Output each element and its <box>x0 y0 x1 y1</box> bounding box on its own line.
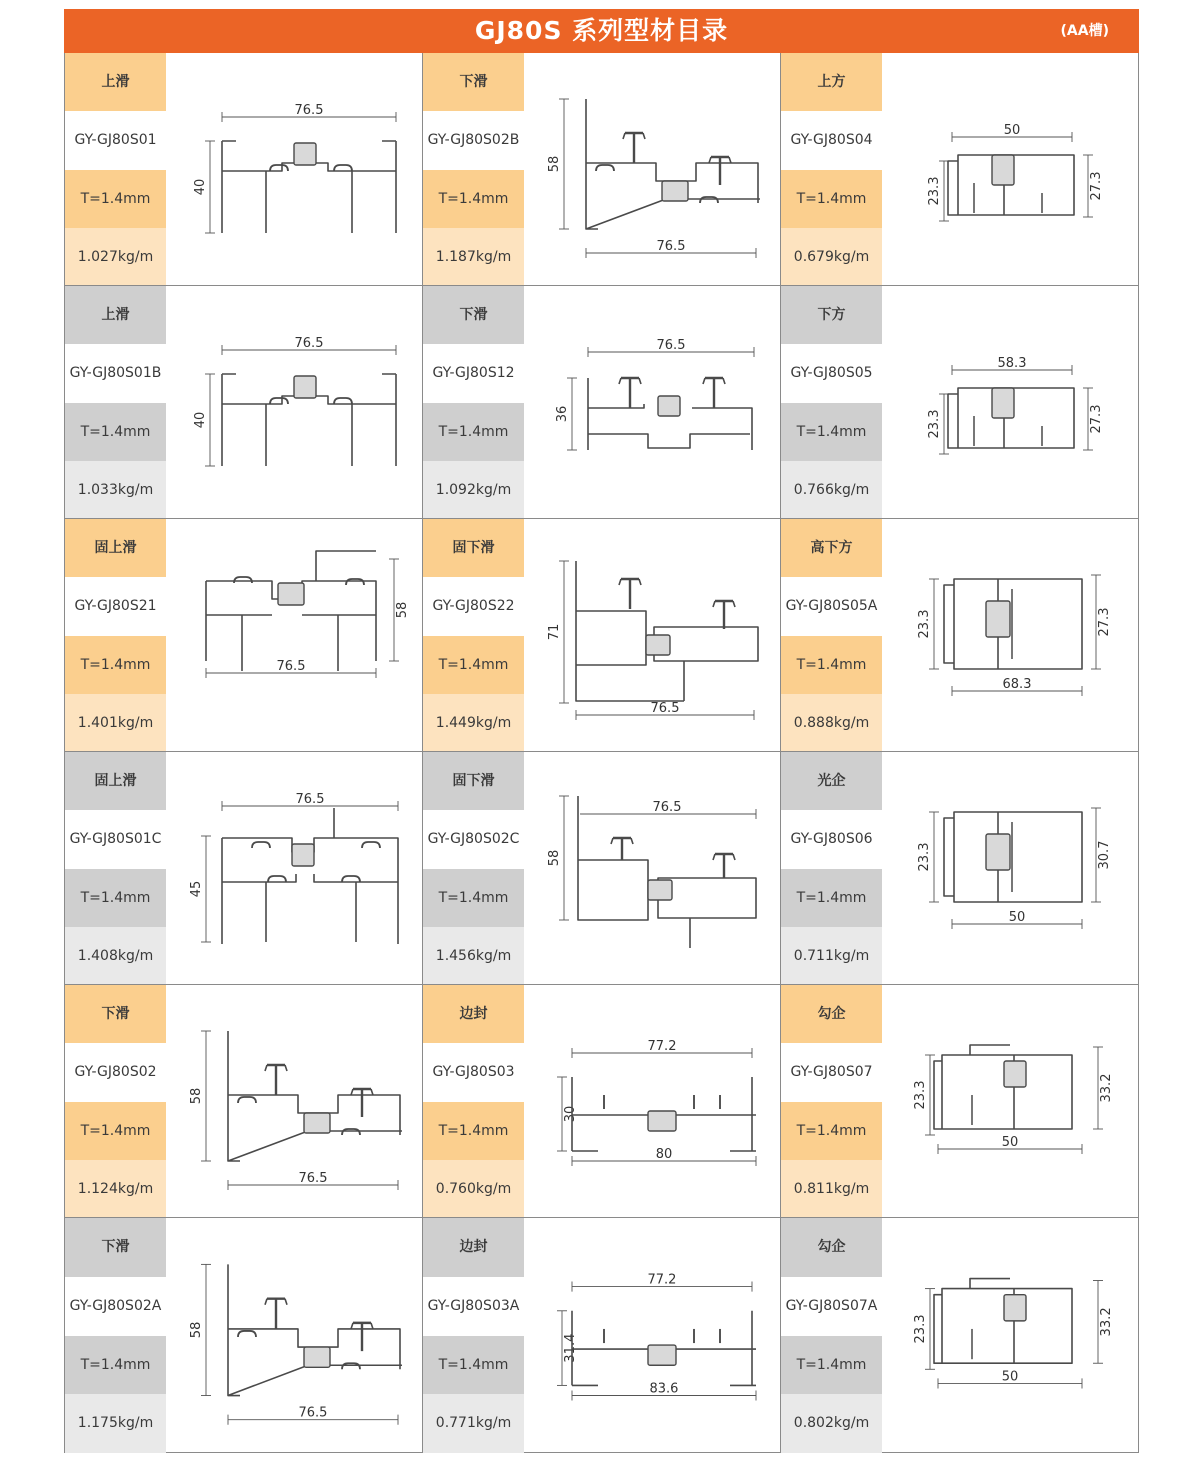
profile-thickness: T=1.4mm <box>781 170 882 228</box>
profile-code: GY-GJ80S04 <box>781 111 882 169</box>
profile-card <box>423 519 781 752</box>
profile-name: 下滑 <box>423 53 524 111</box>
profile-name: 上滑 <box>65 286 166 344</box>
profile-card <box>65 519 423 752</box>
dimension-label: 58 <box>189 1087 204 1105</box>
profile-card <box>781 1218 1138 1453</box>
profile-thickness: T=1.4mm <box>65 869 166 927</box>
profile-weight: 1.033kg/m <box>65 461 166 519</box>
profile-code: GY-GJ80S03A <box>423 1277 524 1336</box>
profile-section-svg <box>882 1218 1139 1453</box>
profile-weight: 1.124kg/m <box>65 1160 166 1218</box>
profile-thickness: T=1.4mm <box>65 1336 166 1395</box>
dimension-label: 58 <box>547 155 562 173</box>
dimension-label: 23.3 <box>917 842 932 872</box>
profile-card <box>65 1218 423 1453</box>
profile-spec-column <box>781 286 882 519</box>
dimension-label: 50 <box>1003 123 1021 138</box>
profile-thickness: T=1.4mm <box>423 1102 524 1160</box>
profile-code: GY-GJ80S07A <box>781 1277 882 1336</box>
profile-card <box>423 1218 781 1453</box>
profile-code: GY-GJ80S21 <box>65 577 166 635</box>
row-divider <box>65 518 1138 519</box>
profile-drawing <box>524 752 781 985</box>
profile-card <box>781 519 1138 752</box>
profile-weight: 1.092kg/m <box>423 461 524 519</box>
profile-weight: 0.888kg/m <box>781 694 882 752</box>
dimension-label: 23.3 <box>917 609 932 639</box>
profile-name: 光企 <box>781 752 882 810</box>
profile-weight: 1.027kg/m <box>65 228 166 286</box>
dimension-label: 76.5 <box>656 239 686 254</box>
profile-code: GY-GJ80S01B <box>65 344 166 402</box>
profile-spec-column <box>781 519 882 752</box>
dimension-label: 50 <box>1001 1369 1019 1385</box>
profile-spec-column <box>423 1218 524 1453</box>
profile-code: GY-GJ80S22 <box>423 577 524 635</box>
profile-weight: 1.449kg/m <box>423 694 524 752</box>
profile-name: 下方 <box>781 286 882 344</box>
dimension-label: 50 <box>1008 910 1026 925</box>
dimension-label: 40 <box>193 411 208 429</box>
profile-thickness: T=1.4mm <box>423 1336 524 1395</box>
profile-weight: 0.760kg/m <box>423 1160 524 1218</box>
row-divider <box>65 751 1138 752</box>
profile-name: 下滑 <box>65 1218 166 1277</box>
profile-weight: 1.401kg/m <box>65 694 166 752</box>
profile-thickness: T=1.4mm <box>423 403 524 461</box>
profile-drawing <box>166 53 423 286</box>
profile-name: 上方 <box>781 53 882 111</box>
profile-spec-column <box>781 1218 882 1453</box>
profile-section-svg <box>882 752 1139 985</box>
profile-weight: 0.711kg/m <box>781 927 882 985</box>
profile-spec-column <box>781 985 882 1218</box>
profile-thickness: T=1.4mm <box>781 636 882 694</box>
profile-spec-column <box>65 985 166 1218</box>
dimension-label: 30 <box>563 1105 578 1123</box>
dimension-label: 23.3 <box>913 1314 928 1344</box>
dimension-label: 80 <box>655 1147 673 1162</box>
profile-code: GY-GJ80S03 <box>423 1043 524 1101</box>
profile-section-svg <box>882 286 1139 519</box>
profile-code: GY-GJ80S05 <box>781 344 882 402</box>
profile-thickness: T=1.4mm <box>781 1336 882 1395</box>
profile-card <box>65 53 423 286</box>
dimension-label: 40 <box>193 178 208 196</box>
profile-weight: 0.766kg/m <box>781 461 882 519</box>
profile-code: GY-GJ80S02A <box>65 1277 166 1336</box>
profile-section-svg <box>524 752 781 985</box>
profile-weight: 1.408kg/m <box>65 927 166 985</box>
profile-code: GY-GJ80S01 <box>65 111 166 169</box>
profile-drawing <box>166 1218 423 1453</box>
dimension-label: 30.7 <box>1097 840 1112 870</box>
dimension-label: 23.3 <box>927 176 942 206</box>
dimension-label: 76.5 <box>298 1171 328 1186</box>
dimension-label: 76.5 <box>294 336 324 351</box>
profile-thickness: T=1.4mm <box>423 869 524 927</box>
profile-weight: 0.802kg/m <box>781 1394 882 1453</box>
dimension-label: 76.5 <box>295 792 325 807</box>
profile-drawing <box>166 752 423 985</box>
row-divider <box>65 984 1138 985</box>
row-divider <box>65 1217 1138 1218</box>
profile-weight: 0.679kg/m <box>781 228 882 286</box>
profile-thickness: T=1.4mm <box>65 170 166 228</box>
dimension-label: 27.3 <box>1089 404 1104 434</box>
profile-code: GY-GJ80S02B <box>423 111 524 169</box>
dimension-label: 76.5 <box>298 1405 328 1421</box>
profile-section-svg <box>166 286 423 519</box>
profile-name: 勾企 <box>781 985 882 1043</box>
profile-spec-column <box>423 985 524 1218</box>
profile-name: 下滑 <box>65 985 166 1043</box>
dimension-label: 76.5 <box>294 103 324 118</box>
profile-name: 上滑 <box>65 53 166 111</box>
profile-code: GY-GJ80S05A <box>781 577 882 635</box>
profile-name: 固下滑 <box>423 519 524 577</box>
profile-section-svg <box>166 53 423 286</box>
dimension-label: 23.3 <box>927 409 942 439</box>
catalog-header <box>64 9 1139 53</box>
profile-section-svg <box>882 519 1139 752</box>
dimension-label: 58 <box>395 601 410 619</box>
row-divider <box>65 285 1138 286</box>
profile-section-svg <box>166 985 423 1218</box>
profile-thickness: T=1.4mm <box>65 1102 166 1160</box>
profile-spec-column <box>65 519 166 752</box>
profile-drawing <box>882 1218 1139 1453</box>
dimension-label: 23.3 <box>913 1080 928 1110</box>
dimension-label: 27.3 <box>1089 171 1104 201</box>
profile-name: 边封 <box>423 1218 524 1277</box>
profile-code: GY-GJ80S12 <box>423 344 524 402</box>
dimension-label: 58 <box>547 849 562 867</box>
profile-spec-column <box>423 53 524 286</box>
dimension-label: 76.5 <box>650 701 680 716</box>
profile-weight: 0.771kg/m <box>423 1394 524 1453</box>
profile-name: 固下滑 <box>423 752 524 810</box>
profile-thickness: T=1.4mm <box>781 403 882 461</box>
profile-name: 固上滑 <box>65 519 166 577</box>
profile-card <box>65 286 423 519</box>
profile-card <box>781 53 1138 286</box>
profile-grid <box>64 53 1139 1453</box>
profile-code: GY-GJ80S06 <box>781 810 882 868</box>
profile-section-svg <box>166 752 423 985</box>
profile-spec-column <box>423 752 524 985</box>
profile-name: 下滑 <box>423 286 524 344</box>
profile-spec-column <box>65 53 166 286</box>
profile-spec-column <box>65 286 166 519</box>
profile-spec-column <box>65 752 166 985</box>
profile-card <box>781 985 1138 1218</box>
page-title: GJ80S 系列型材目录 <box>474 16 729 45</box>
profile-weight: 1.187kg/m <box>423 228 524 286</box>
profile-spec-column <box>781 53 882 286</box>
profile-code: GY-GJ80S07 <box>781 1043 882 1101</box>
profile-spec-column <box>423 286 524 519</box>
dimension-label: 76.5 <box>652 800 682 815</box>
profile-name: 边封 <box>423 985 524 1043</box>
profile-section-svg <box>882 53 1139 286</box>
profile-thickness: T=1.4mm <box>65 636 166 694</box>
dimension-label: 50 <box>1001 1135 1019 1150</box>
profile-weight: 1.456kg/m <box>423 927 524 985</box>
profile-drawing <box>524 53 781 286</box>
dimension-label: 31.4 <box>563 1333 578 1363</box>
dimension-label: 33.2 <box>1099 1307 1114 1337</box>
profile-spec-column <box>423 519 524 752</box>
profile-code: GY-GJ80S02C <box>423 810 524 868</box>
profile-section-svg <box>882 985 1139 1218</box>
profile-card <box>423 286 781 519</box>
slot-type-badge: (AA槽) <box>1060 23 1109 39</box>
profile-card <box>423 752 781 985</box>
profile-thickness: T=1.4mm <box>781 1102 882 1160</box>
profile-drawing <box>882 752 1139 985</box>
profile-section-svg <box>524 286 781 519</box>
profile-card <box>423 985 781 1218</box>
dimension-label: 76.5 <box>656 338 686 353</box>
profile-drawing <box>882 53 1139 286</box>
profile-name: 勾企 <box>781 1218 882 1277</box>
dimension-label: 71 <box>547 623 562 641</box>
profile-drawing <box>882 985 1139 1218</box>
profile-thickness: T=1.4mm <box>781 869 882 927</box>
dimension-label: 58 <box>189 1321 204 1339</box>
profile-drawing <box>524 286 781 519</box>
profile-drawing <box>882 519 1139 752</box>
dimension-label: 36 <box>555 405 570 423</box>
dimension-label: 76.5 <box>276 659 306 674</box>
profile-thickness: T=1.4mm <box>423 170 524 228</box>
profile-section-svg <box>524 1218 781 1453</box>
profile-drawing <box>524 985 781 1218</box>
profile-drawing <box>166 519 423 752</box>
profile-weight: 1.175kg/m <box>65 1394 166 1453</box>
profile-card <box>65 985 423 1218</box>
dimension-label: 77.2 <box>647 1039 677 1054</box>
profile-spec-column <box>781 752 882 985</box>
profile-card <box>65 752 423 985</box>
profile-name: 固上滑 <box>65 752 166 810</box>
profile-section-svg <box>166 519 423 752</box>
dimension-label: 77.2 <box>647 1272 677 1288</box>
profile-code: GY-GJ80S02 <box>65 1043 166 1101</box>
dimension-label: 83.6 <box>649 1381 679 1397</box>
profile-card <box>781 286 1138 519</box>
profile-drawing <box>882 286 1139 519</box>
profile-thickness: T=1.4mm <box>65 403 166 461</box>
profile-drawing <box>166 985 423 1218</box>
profile-drawing <box>524 519 781 752</box>
profile-weight: 0.811kg/m <box>781 1160 882 1218</box>
profile-section-svg <box>166 1218 423 1453</box>
profile-card <box>423 53 781 286</box>
profile-card <box>781 752 1138 985</box>
profile-section-svg <box>524 519 781 752</box>
profile-section-svg <box>524 53 781 286</box>
profile-thickness: T=1.4mm <box>423 636 524 694</box>
profile-code: GY-GJ80S01C <box>65 810 166 868</box>
dimension-label: 68.3 <box>1002 677 1032 692</box>
profile-section-svg <box>524 985 781 1218</box>
profile-spec-column <box>65 1218 166 1453</box>
profile-name: 高下方 <box>781 519 882 577</box>
dimension-label: 27.3 <box>1097 607 1112 637</box>
dimension-label: 45 <box>189 880 204 898</box>
dimension-label: 33.2 <box>1099 1073 1114 1103</box>
dimension-label: 58.3 <box>997 356 1027 371</box>
profile-drawing <box>166 286 423 519</box>
profile-drawing <box>524 1218 781 1453</box>
